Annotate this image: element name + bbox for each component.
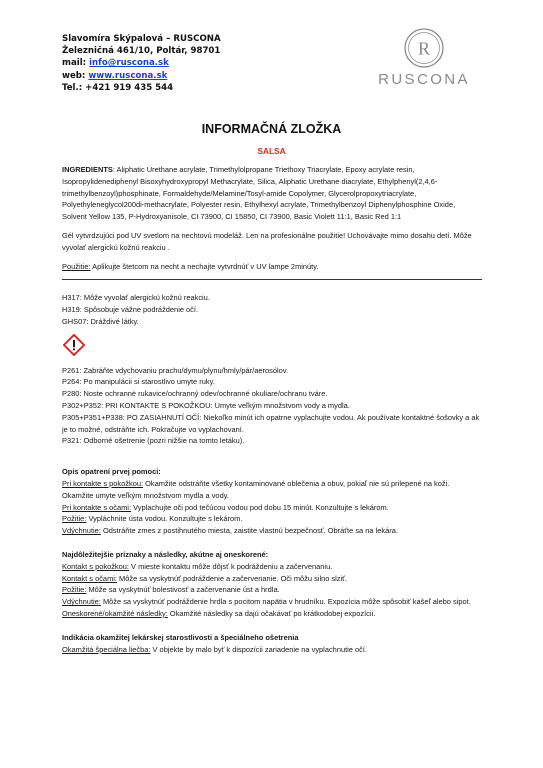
ruscona-logo bbox=[365, 27, 483, 88]
symptom-item bbox=[62, 596, 482, 608]
symptom-item-text: Môže sa vyskytnúť bolestivosť a začervenanie úst a hrdla. bbox=[86, 585, 280, 595]
company-contact-block bbox=[62, 33, 221, 94]
symptom-item-label: Kontakt s pokožkou: bbox=[62, 561, 129, 571]
hazard-statements bbox=[62, 292, 482, 327]
first-aid-section bbox=[62, 466, 482, 537]
medical-item bbox=[62, 644, 482, 656]
first-aid-item bbox=[62, 478, 482, 502]
mail-row bbox=[62, 57, 221, 69]
first-aid-item-text: Okamžite odstráňte všetky kontaminované oblečenia a obuv, pokiaľ nie sú prilepené na koži. Okamžite umyte veľkým množstvom mydla a vody. bbox=[62, 478, 450, 500]
ghs07-exclamation-icon bbox=[63, 334, 85, 356]
logo-emblem-icon bbox=[403, 27, 445, 69]
usage-text: Aplikujte štetcom na necht a nechajte vytvrdnúť v UV lampe 2minúty. bbox=[90, 261, 319, 271]
web-row bbox=[62, 70, 221, 82]
first-aid-item-text: Vyplachujte oči pod tečúcou vodou pod dobu 15 minút. Konzultujte s lekárom. bbox=[131, 502, 389, 512]
web-link[interactable]: www.ruscona.sk bbox=[88, 70, 168, 81]
symptom-item-text: Okamžité následky sa dajú očakávať po krátkodobej expozícii. bbox=[167, 608, 376, 618]
symptom-item bbox=[62, 561, 482, 573]
precaution-line: P264: Po manipulácii si starostlivo umyte ruky. bbox=[62, 377, 215, 387]
first-aid-item bbox=[62, 513, 482, 525]
symptoms-heading: Najdôležitejšie príznaky a následky, akútne aj oneskorené: bbox=[62, 549, 269, 559]
symptom-item-text: Môže sa vyskytnúť podráždenie hrdla s pocitom napätia v hrudníku. Expozícia môže spôsobiť kašeľ alebo sipot. bbox=[100, 597, 471, 607]
mail-link[interactable]: info@ruscona.sk bbox=[89, 58, 169, 69]
precaution-line: P261: Zabráňte vdychovaniu prachu/dymu/plynu/hmly/pár/aerosólov. bbox=[62, 365, 289, 375]
hazard-line: GHS07: Dráždivé látky. bbox=[62, 316, 139, 326]
symptom-item bbox=[62, 584, 482, 596]
ingredients-text: : Aliphatic Urethane acrylate, Trimethylolpropane Triethoxy Triacrylate, Epoxy acrylate resin, Isopropylidenediphenyl Bisoxyhydroxypropyl Methacrylate, Silica, Aliphatic Urethane diacrylate, Ethylphenyl(2,4,6-trimethylbenzoyl)phosphinate, Formaldehyde/Melamine/Tosyl-amide Copolymer, Glycerolpropoxytriacrylate, Polyethyleneglycol200di-methacrylate, Polyester resin, Ethylhexyl acrylate, Trimethylbenzoyl Diphenylphosphine Oxide, Solvent Yellow 135, P-Hydroxyanisole, CI 73900, CI 15850, CI 73900, Basic Violett 11:1, Basic Red 1:1 bbox=[62, 165, 456, 222]
medical-section bbox=[62, 632, 482, 656]
symptoms-section bbox=[62, 549, 482, 620]
ingredients-paragraph bbox=[62, 164, 482, 223]
document-body bbox=[62, 164, 482, 655]
document-title: INFORMAČNÁ ZLOŽKA bbox=[201, 122, 342, 136]
first-aid-item bbox=[62, 502, 482, 514]
symptom-item-label: Požitie: bbox=[62, 585, 87, 595]
company-name: Slavomíra Skýpalová – RUSCONA bbox=[62, 34, 221, 44]
medical-item-text: V objekte by malo byť k dispozícii zariadenie na vyplachnutie očí. bbox=[150, 644, 367, 654]
medical-heading: Indikácia okamžitej lekárskej starostlivosti a špeciálneho ošetrenia bbox=[62, 632, 299, 642]
hazard-line: H319: Spôsobuje vážne podráždenie očí. bbox=[62, 305, 199, 315]
symptom-item bbox=[62, 608, 482, 620]
symptom-item-label: Vdýchnutie: bbox=[62, 597, 101, 607]
precaution-line: P321: Odborné ošetrenie (pozri nižšie na tomto letáku). bbox=[62, 436, 245, 446]
company-address: Železničná 461/10, Poltár, 98701 bbox=[62, 46, 221, 57]
mail-label: mail: bbox=[62, 58, 87, 69]
web-label: web: bbox=[62, 70, 86, 81]
logo-wordmark: RUSCONA bbox=[378, 71, 470, 88]
precaution-line: P280: Noste ochranné rukavice/ochranný odev/ochranné okuliare/ochranu tváre. bbox=[62, 389, 328, 399]
usage-paragraph bbox=[62, 261, 482, 273]
ingredients-label: INGREDIENTS bbox=[62, 165, 113, 174]
symptom-item-text: V mieste kontaktu môže dôjsť k podráždeniu a začervenaniu. bbox=[128, 561, 333, 571]
logo-letter: R bbox=[417, 38, 431, 59]
phone-number: Tel.: +421 919 435 544 bbox=[62, 82, 174, 93]
symptom-item bbox=[62, 573, 482, 585]
medical-item-label: Okamžitá špeciálna liečba: bbox=[62, 644, 151, 654]
first-aid-item-label: Vdýchnutie: bbox=[62, 526, 101, 536]
precaution-line: P302+P352: PRI KONTAKTE S POKOŽKOU: Umyte veľkým množstvom vody a mydla. bbox=[62, 400, 350, 410]
first-aid-item-text: Odstráňte zmes z postihnutého miesta, zaistite vlastnú bezpečnosť. Obráťte sa na lekára. bbox=[100, 526, 398, 536]
first-aid-item bbox=[62, 525, 482, 537]
precaution-statements bbox=[62, 365, 482, 448]
first-aid-item-text: Vypláchnite ústa vodou. Konzultujte s lekárom. bbox=[86, 514, 243, 524]
symptom-item-label: Kontakt s očami: bbox=[62, 573, 117, 583]
symptom-item-label: Oneskorené/okamžité následky: bbox=[62, 608, 168, 618]
first-aid-item-label: Pri kontakte s očami: bbox=[62, 502, 132, 512]
usage-label: Použitie: bbox=[62, 261, 91, 271]
first-aid-heading: Opis opatrení prvej pomoci: bbox=[62, 467, 161, 477]
precaution-line: P305+P351+P338: PO ZASIAHNUTÍ OČÍ: Niekoľko minút ich opatrne vyplachujte vodou. Ak používate kontaktné šošovky a ak je to možné, odstráňte ich. Pokračujte vo vyplachovaní. bbox=[62, 412, 480, 434]
first-aid-item-label: Požitie: bbox=[62, 514, 87, 524]
first-aid-item-label: Pri kontakte s pokožkou: bbox=[62, 478, 144, 488]
product-name: SALSA bbox=[257, 146, 286, 156]
hazard-line: H317: Môže vyvolať alergickú kožnú reakciu. bbox=[62, 293, 210, 303]
symptom-item-text: Môže sa vyskytnúť podráždenie a začervenanie. Oči môžu silno slziť. bbox=[116, 573, 348, 583]
intro-paragraph: Gél vytvrdzujúci pod UV svetlom na nechtovú modeláž. Len na profesionálne použitie! Uchovávajte mimo dosahu detí. Môže vyvolať alergickú kožnú reakciu . bbox=[62, 230, 472, 252]
